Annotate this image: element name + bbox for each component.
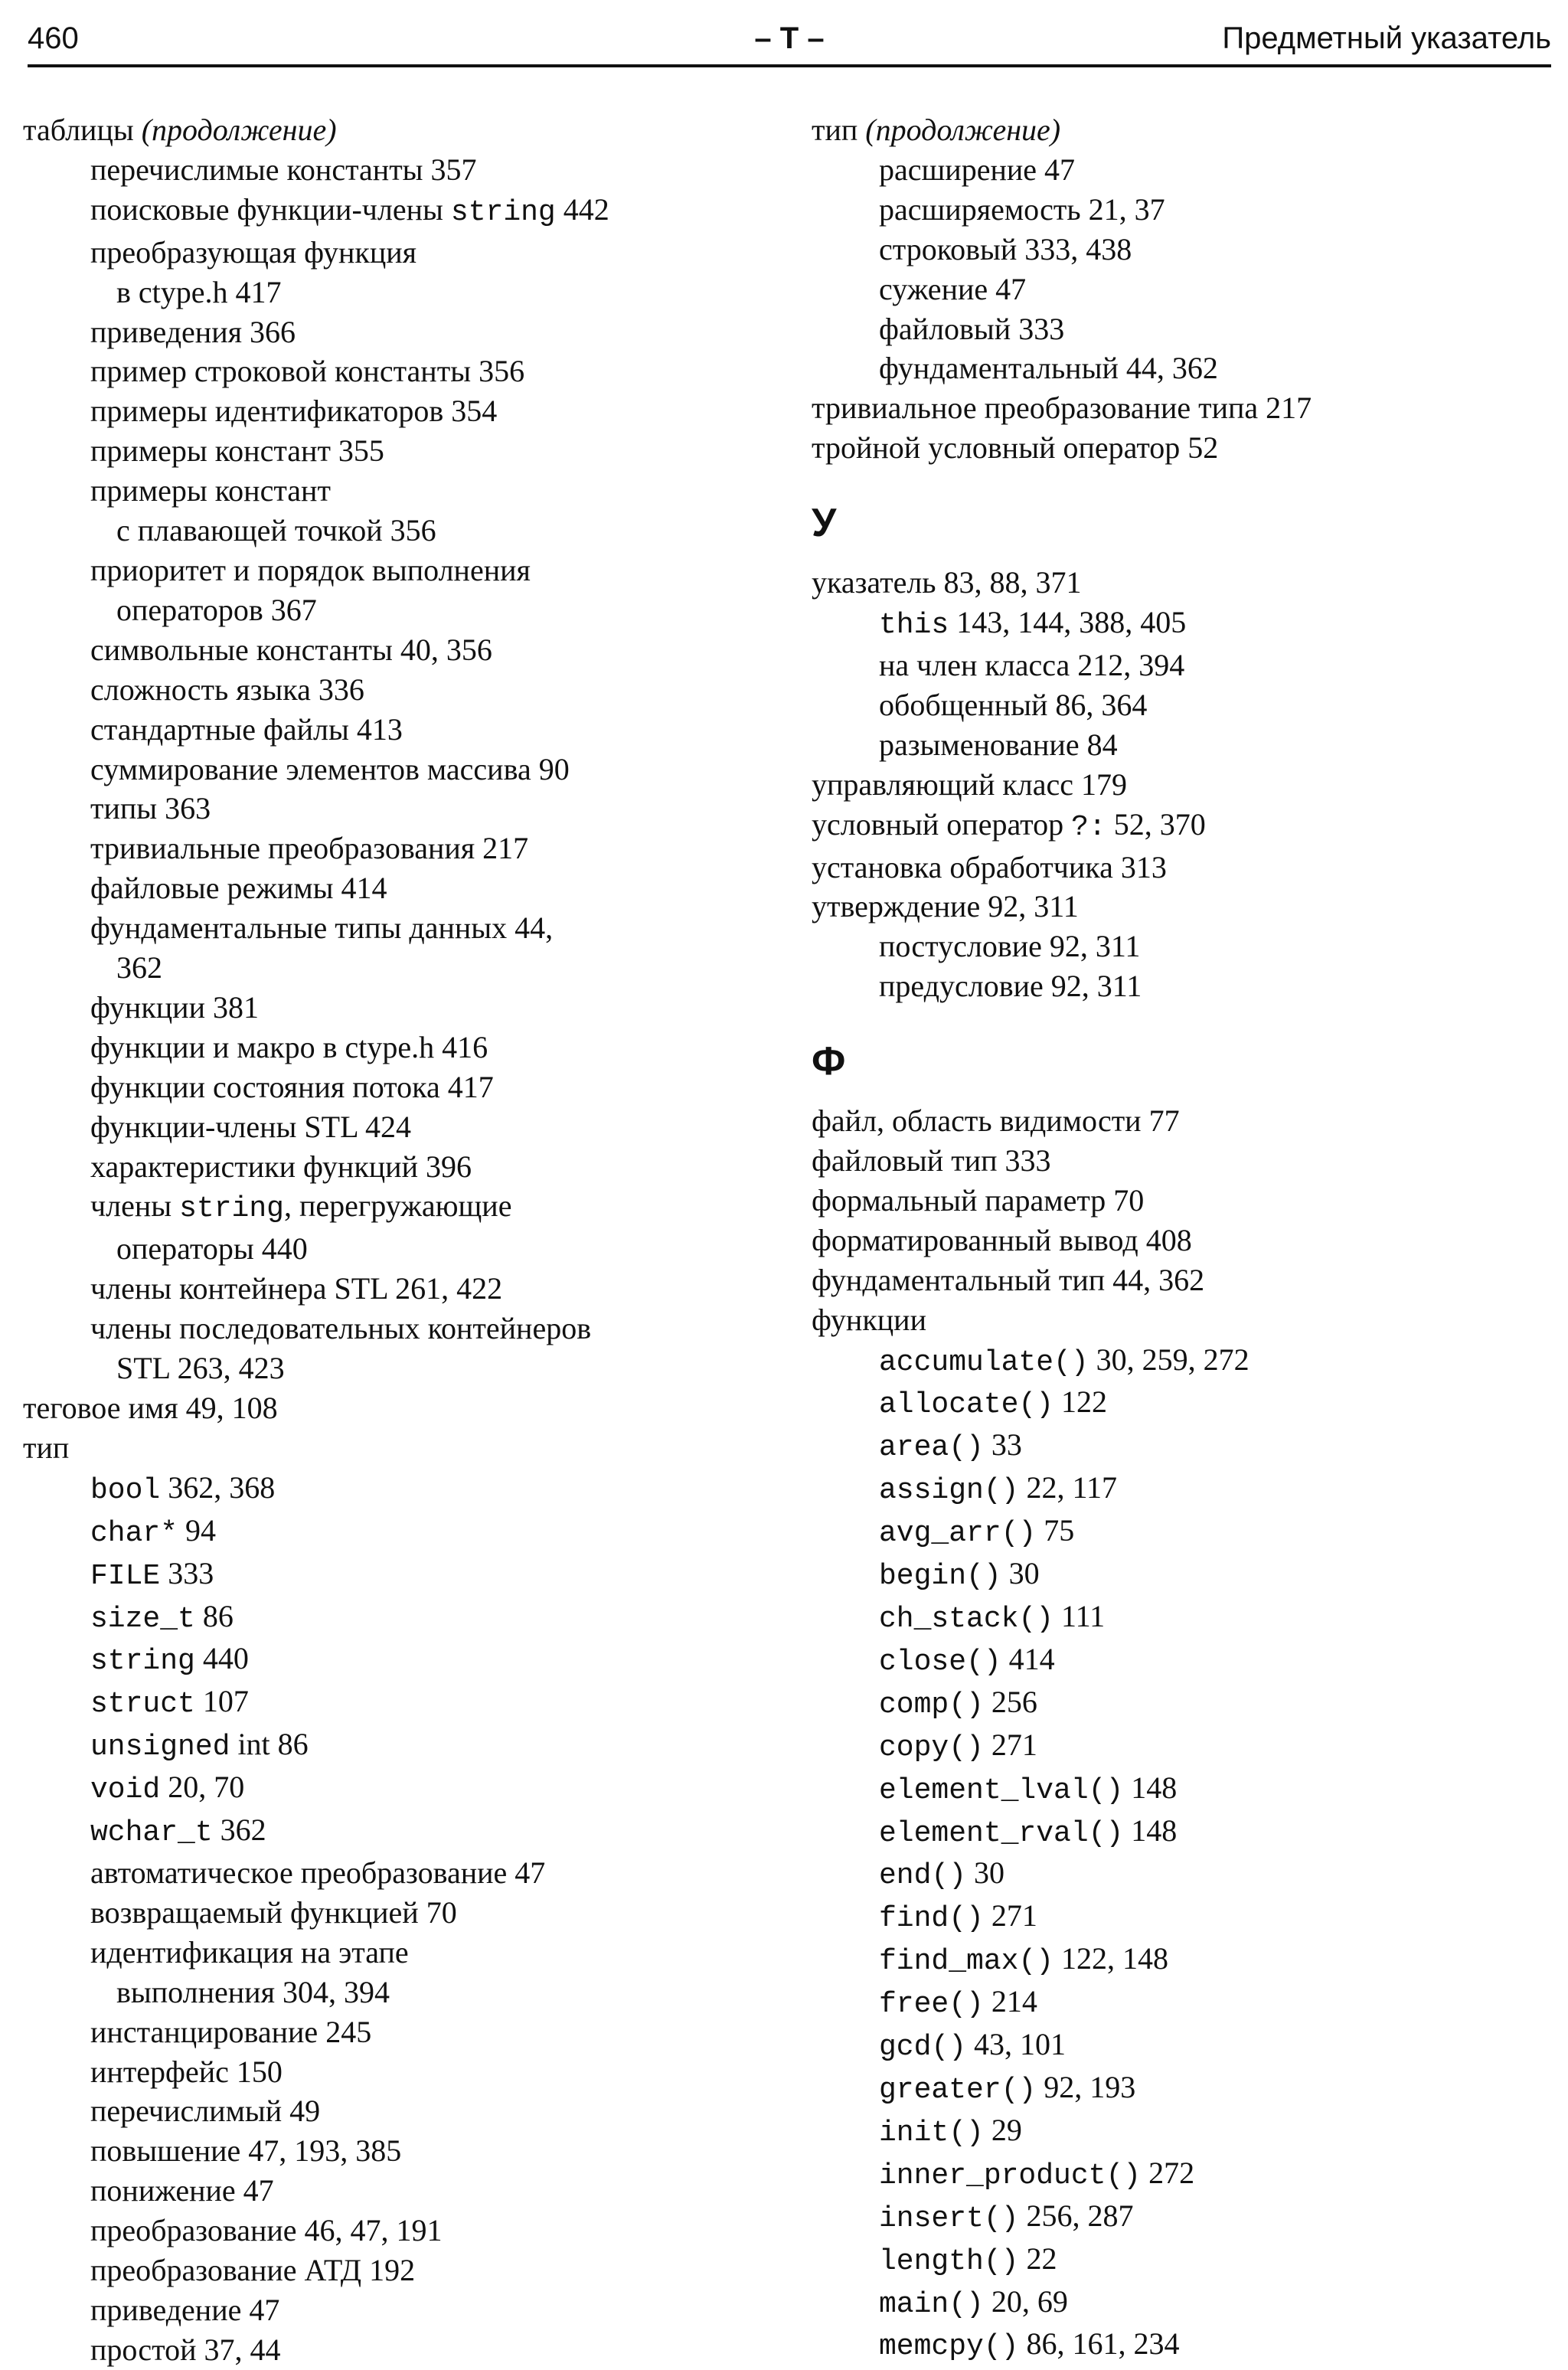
letter-heading: У	[812, 501, 837, 546]
index-entry	[812, 563, 1554, 603]
index-subentry	[812, 1896, 1554, 1939]
entry-text: 92, 193	[1036, 2069, 1136, 2104]
code-term: area()	[879, 1431, 984, 1465]
code-term: memcpy()	[879, 2330, 1019, 2364]
entry-text: интерфейс 150	[90, 2054, 283, 2089]
entry-text: члены	[90, 1188, 180, 1224]
entry-text: управляющий класс 179	[812, 767, 1128, 802]
index-entry	[812, 110, 1554, 150]
letter-heading: Ф	[812, 1039, 846, 1084]
code-term: free()	[879, 1988, 984, 2022]
entry-text: приведение 47	[90, 2292, 280, 2327]
entry-text: перечислимые константы 357	[90, 152, 477, 187]
running-title: Предметный указатель	[1222, 21, 1551, 55]
entry-text: 256, 287	[1018, 2198, 1134, 2233]
entry-text: 271	[983, 1898, 1037, 1934]
index-subentry	[23, 1186, 796, 1229]
entry-text: утверждение 92, 311	[812, 889, 1079, 924]
index-subentry	[23, 273, 796, 312]
entry-text: постусловие 92, 311	[879, 929, 1141, 964]
entry-text: примеры констант	[90, 473, 331, 508]
index-subentry	[23, 1147, 796, 1187]
page-number: 460	[28, 21, 79, 55]
index-subentry	[23, 1767, 796, 1810]
entry-text: преобразование 46, 47, 191	[90, 2213, 443, 2248]
entry-text: разыменование 84	[879, 727, 1118, 762]
index-subentry	[23, 1028, 796, 1067]
code-term: void	[90, 1773, 161, 1807]
index-subentry	[23, 2012, 796, 2052]
index-subentry	[23, 1229, 796, 1269]
code-term: ?:	[1071, 810, 1106, 844]
entry-text: 86	[194, 1598, 234, 1633]
code-term: bool	[90, 1473, 161, 1507]
index-subentry	[23, 190, 796, 233]
entry-text: приоритет и порядок выполнения	[90, 552, 531, 587]
continuation-note: (продолжение)	[865, 113, 1061, 147]
index-subentry	[23, 670, 796, 710]
index-subentry	[812, 2153, 1554, 2196]
entry-text: тип	[812, 113, 866, 147]
code-term: greater()	[879, 2073, 1037, 2107]
entry-text: 29	[983, 2112, 1022, 2147]
entry-text: 362	[212, 1813, 266, 1848]
entry-text: 333	[160, 1555, 214, 1590]
entry-text: 271	[983, 1727, 1037, 1762]
entry-text: 30	[1001, 1556, 1040, 1591]
code-term: main()	[879, 2287, 984, 2321]
entry-text: суммирование элементов массива 90	[90, 751, 570, 786]
entry-text: тривиальное преобразование типа 217	[812, 391, 1312, 426]
entry-text: , перегружающие	[283, 1188, 512, 1224]
entry-text: 75	[1036, 1513, 1075, 1548]
index-subentry	[23, 750, 796, 789]
entry-text: функции-члены STL 424	[90, 1109, 412, 1144]
index-subentry	[23, 1269, 796, 1309]
entry-text: 22, 117	[1018, 1470, 1117, 1505]
index-entry	[812, 1141, 1554, 1181]
index-subentry	[23, 1511, 796, 1554]
entry-text: указатель 83, 88, 371	[812, 565, 1082, 600]
entry-text: примеры идентификаторов 354	[90, 394, 498, 429]
entry-text: поисковые функции-члены	[90, 191, 451, 227]
entry-text: 20, 69	[983, 2283, 1068, 2319]
index-subentry	[23, 431, 796, 471]
entry-text: на член класса 212, 394	[879, 647, 1185, 682]
code-term: element_lval()	[879, 1773, 1124, 1807]
entry-text: файл, область видимости 77	[812, 1103, 1180, 1139]
index-subentry	[23, 351, 796, 391]
code-term: find_max()	[879, 1945, 1054, 1979]
entry-text: пример строковой константы 356	[90, 354, 525, 389]
entry-text: функции и макро в ctype.h 416	[90, 1029, 488, 1064]
index-subentry	[23, 511, 796, 551]
index-subentry	[23, 2052, 796, 2092]
entry-text: члены последовательных контейнеров	[90, 1311, 592, 1346]
entry-text: 111	[1054, 1599, 1106, 1633]
page-header	[28, 17, 1551, 67]
index-subentry	[23, 988, 796, 1028]
index-subentry	[23, 1682, 796, 1724]
entry-text: тип	[23, 1430, 70, 1465]
index-subentry	[812, 1982, 1554, 2025]
index-entry	[23, 110, 796, 150]
entry-text: 94	[178, 1512, 217, 1548]
entry-text: сложность языка 336	[90, 672, 364, 707]
code-term: close()	[879, 1645, 1001, 1679]
entry-text: 272	[1141, 2155, 1195, 2190]
entry-text: примеры констант 355	[90, 433, 384, 469]
index-subentry	[812, 1425, 1554, 1468]
entry-text: в ctype.h 417	[116, 274, 282, 309]
index-subentry	[812, 1468, 1554, 1511]
index-entry	[812, 388, 1554, 428]
entry-text: int 86	[230, 1727, 309, 1762]
entry-text: 414	[1001, 1641, 1055, 1676]
entry-text: операторы 440	[116, 1231, 308, 1267]
index-subentry	[812, 1682, 1554, 1725]
code-term: string	[450, 195, 556, 229]
entry-text: 362, 368	[160, 1469, 276, 1505]
entry-text: 256	[983, 1684, 1037, 1719]
code-term: inner_product()	[879, 2159, 1142, 2192]
entry-text: 122, 148	[1054, 1941, 1169, 1976]
index-subentry	[23, 312, 796, 352]
index-subentry	[812, 190, 1554, 230]
entry-text: повышение 47, 193, 385	[90, 2133, 402, 2169]
index-subentry	[23, 391, 796, 431]
index-subentry	[23, 1468, 796, 1511]
entry-text: приведения 366	[90, 314, 296, 349]
entry-text: функции 381	[90, 989, 259, 1025]
index-subentry	[812, 2324, 1554, 2367]
index-subentry	[23, 868, 796, 908]
index-entry	[812, 848, 1554, 888]
index-entry	[23, 1388, 796, 1428]
index-subentry	[23, 2171, 796, 2211]
continuation-note: (продолжение)	[141, 113, 337, 147]
code-term: end()	[879, 1859, 967, 1893]
index-subentry	[812, 2110, 1554, 2153]
index-entry	[812, 1260, 1554, 1300]
entry-text: символьные константы 40, 356	[90, 632, 492, 667]
index-subentry	[23, 948, 796, 988]
entry-text: члены контейнера STL 261, 422	[90, 1271, 503, 1306]
index-subentry	[812, 2196, 1554, 2239]
index-subentry	[23, 1067, 796, 1107]
index-subentry	[23, 2211, 796, 2251]
code-term: insert()	[879, 2202, 1019, 2235]
index-subentry	[23, 150, 796, 190]
entry-text: перечислимый 49	[90, 2094, 321, 2129]
code-term: assign()	[879, 1474, 1019, 1508]
index-subentry	[23, 1597, 796, 1639]
index-subentry	[812, 1554, 1554, 1597]
entry-text: фундаментальный 44, 362	[879, 351, 1218, 386]
index-subentry	[23, 1810, 796, 1853]
index-subentry	[812, 348, 1554, 388]
entry-text: 122	[1054, 1384, 1108, 1420]
index-subentry	[23, 1853, 796, 1893]
entry-text: расширение 47	[879, 152, 1076, 187]
index-subentry	[23, 908, 796, 948]
entry-text: 148	[1123, 1770, 1178, 1805]
index-subentry	[812, 1511, 1554, 1554]
code-term: accumulate()	[879, 1345, 1089, 1379]
code-term: unsigned	[90, 1731, 230, 1764]
entry-text: типы 363	[90, 791, 211, 826]
index-subentry	[23, 1348, 796, 1388]
entry-text: 20, 70	[160, 1770, 245, 1805]
index-subentry	[812, 230, 1554, 270]
entry-text: возвращаемый функцией 70	[90, 1894, 457, 1930]
index-subentry	[23, 829, 796, 868]
code-term: wchar_t	[90, 1816, 213, 1850]
index-entry	[812, 887, 1554, 927]
code-term: ch_stack()	[879, 1603, 1054, 1636]
entry-text: 22	[1018, 2241, 1057, 2276]
index-subentry	[23, 2290, 796, 2330]
index-subentry	[812, 1340, 1554, 1383]
code-term: size_t	[90, 1602, 195, 1636]
index-subentry	[23, 1724, 796, 1767]
index-subentry	[23, 1639, 796, 1682]
code-term: string	[179, 1192, 284, 1226]
index-subentry	[812, 1939, 1554, 1982]
entry-text: 214	[983, 1984, 1037, 2019]
code-term: length()	[879, 2244, 1019, 2278]
index-subentry	[812, 1597, 1554, 1639]
code-term: find()	[879, 1902, 984, 1936]
entry-text: обобщенный 86, 364	[879, 687, 1148, 722]
index-subentry	[812, 1811, 1554, 1854]
entry-text: понижение 47	[90, 2173, 274, 2208]
code-term: string	[90, 1645, 195, 1679]
code-term: init()	[879, 2116, 984, 2149]
code-term: gcd()	[879, 2031, 967, 2064]
index-subentry	[23, 2091, 796, 2131]
index-subentry	[812, 2068, 1554, 2110]
index-subentry	[23, 2131, 796, 2171]
index-entry	[812, 1101, 1554, 1141]
entry-text: 33	[983, 1427, 1022, 1463]
entry-text: фундаментальные типы данных 44,	[90, 910, 554, 946]
entry-text: установка обработчика 313	[812, 849, 1167, 884]
entry-text: формальный параметр 70	[812, 1182, 1145, 1218]
index-subentry	[812, 1725, 1554, 1768]
code-term: comp()	[879, 1688, 984, 1721]
entry-text: STL 263, 423	[116, 1351, 285, 1386]
index-column-right	[812, 110, 1554, 2367]
entry-text: условный оператор	[812, 806, 1072, 842]
entry-text: характеристики функций 396	[90, 1149, 472, 1184]
index-subentry	[23, 2251, 796, 2290]
entry-text: простой 37, 44	[90, 2332, 281, 2367]
index-subentry	[812, 725, 1554, 765]
entry-text: строковый 333, 438	[879, 231, 1132, 266]
entry-text: фундаментальный тип 44, 362	[812, 1262, 1205, 1297]
index-entry	[812, 1221, 1554, 1260]
entry-text: 442	[555, 191, 609, 227]
index-subentry	[812, 2025, 1554, 2068]
index-subentry	[812, 1853, 1554, 1896]
index-subentry	[23, 1107, 796, 1147]
index-subentry	[23, 710, 796, 750]
entry-text: 440	[194, 1641, 249, 1676]
entry-text: расширяемость 21, 37	[879, 191, 1165, 227]
entry-text: стандартные файлы 413	[90, 711, 403, 747]
entry-text: функции	[812, 1302, 926, 1337]
index-subentry	[812, 1639, 1554, 1682]
index-subentry	[812, 646, 1554, 685]
entry-text: 362	[116, 950, 162, 986]
entry-text: автоматическое преобразование 47	[90, 1855, 546, 1890]
entry-text: 148	[1123, 1813, 1178, 1848]
entry-text: 43, 101	[966, 2027, 1067, 2062]
section-letter: – T –	[754, 21, 825, 55]
index-subentry	[23, 1933, 796, 1973]
index-subentry	[812, 1768, 1554, 1811]
entry-text: файловый тип 333	[812, 1143, 1051, 1178]
entry-text: 30, 259, 272	[1088, 1342, 1250, 1377]
index-subentry	[812, 150, 1554, 190]
index-entry	[812, 1181, 1554, 1221]
code-term: struct	[90, 1688, 195, 1721]
entry-text: 107	[194, 1684, 249, 1719]
entry-text: теговое имя 49, 108	[23, 1391, 278, 1425]
entry-text: 143, 144, 388, 405	[949, 605, 1187, 640]
entry-text: идентификация на этапе	[90, 1934, 409, 1970]
index-subentry	[23, 1309, 796, 1348]
entry-text: 52, 370	[1106, 806, 1206, 842]
index-entry	[812, 428, 1554, 468]
index-subentry	[812, 270, 1554, 309]
index-subentry	[23, 233, 796, 273]
entry-text: с плавающей точкой 356	[116, 513, 436, 548]
index-subentry	[23, 2330, 796, 2370]
entry-text: форматированный вывод 408	[812, 1222, 1192, 1257]
index-subentry	[812, 685, 1554, 725]
index-subentry	[812, 966, 1554, 1006]
entry-text: таблицы	[23, 113, 142, 147]
index-subentry	[812, 927, 1554, 966]
code-term: this	[879, 609, 949, 642]
entry-text: 86, 161, 234	[1018, 2326, 1180, 2362]
index-subentry	[23, 1893, 796, 1933]
entry-text: тройной условный оператор 52	[812, 430, 1219, 466]
entry-text: 30	[966, 1855, 1005, 1891]
entry-text: файловый 333	[879, 311, 1065, 346]
index-subentry	[23, 789, 796, 829]
index-subentry	[812, 1382, 1554, 1425]
code-term: copy()	[879, 1731, 984, 1764]
entry-text: инстанцирование 245	[90, 2014, 372, 2049]
entry-text: функции состояния потока 417	[90, 1069, 494, 1104]
index-subentry	[812, 2282, 1554, 2325]
index-entry	[812, 805, 1554, 848]
entry-text: выполнения 304, 394	[116, 1974, 390, 2009]
code-term: allocate()	[879, 1388, 1054, 1422]
entry-text: файловые режимы 414	[90, 871, 387, 906]
index-subentry	[23, 1973, 796, 2012]
code-term: element_rval()	[879, 1816, 1124, 1850]
index-subentry	[23, 630, 796, 670]
index-subentry	[812, 2239, 1554, 2282]
index-column-left	[23, 110, 796, 2370]
entry-text: предусловие 92, 311	[879, 969, 1142, 1004]
index-entry	[812, 765, 1554, 805]
index-subentry	[23, 1554, 796, 1597]
code-term: begin()	[879, 1560, 1001, 1594]
code-term: char*	[90, 1516, 178, 1550]
entry-text: сужение 47	[879, 271, 1027, 306]
entry-text: операторов 367	[116, 592, 317, 627]
index-entry	[812, 1300, 1554, 1340]
code-term: FILE	[90, 1559, 161, 1593]
entry-text: тривиальные преобразования 217	[90, 831, 529, 866]
index-subentry	[812, 603, 1554, 646]
entry-text: преобразующая функция	[90, 234, 417, 270]
entry-text: преобразование АТД 192	[90, 2253, 416, 2288]
index-subentry	[23, 471, 796, 511]
index-subentry	[812, 309, 1554, 349]
index-subentry	[23, 551, 796, 590]
code-term: avg_arr()	[879, 1517, 1037, 1551]
index-subentry	[23, 590, 796, 630]
index-entry	[23, 1428, 796, 1468]
